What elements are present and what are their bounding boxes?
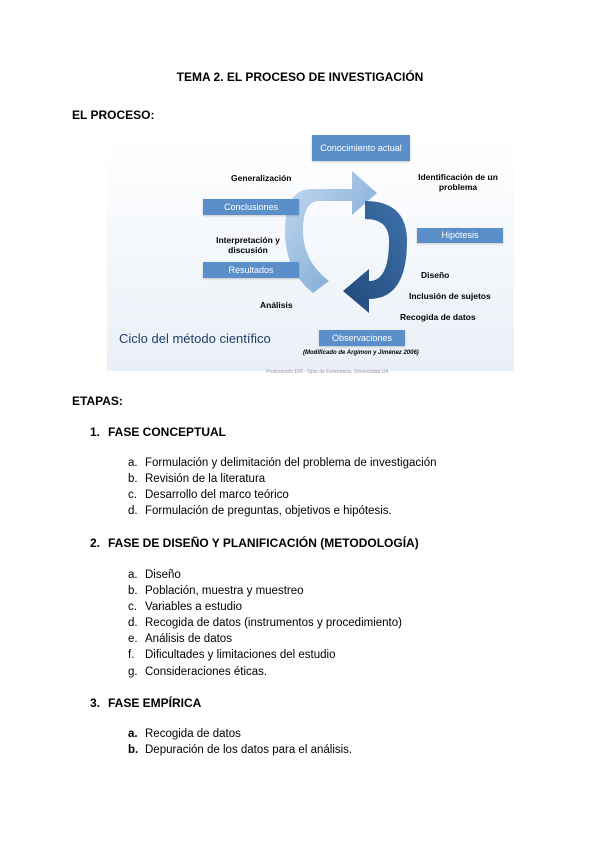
label-recogida-datos: Recogida de datos <box>400 312 476 322</box>
list-item: d. Formulación de preguntas, objetivos e hipótesis. <box>128 505 392 518</box>
list-item: a. Formulación y delimitación del problema de investigación <box>128 457 437 469</box>
phase-title: FASE EMPÍRICA <box>108 696 202 710</box>
list-item: b. Depuración de los datos para el análisis. <box>128 744 353 757</box>
phase-title: FASE DE DISEÑO Y PLANIFICACIÓN (METODOLOGÍA) <box>108 536 419 550</box>
diagram-caption: Profesorado EIR - Dpto de Enfermería, Universidad UA <box>266 369 389 375</box>
scientific-method-cycle-diagram <box>107 131 514 371</box>
list-item: b. Población, muestra y muestreo <box>128 585 304 598</box>
phase-2-list <box>128 567 402 680</box>
phase-number: 2. <box>90 536 101 550</box>
label-inclusion-sujetos: Inclusión de sujetos <box>409 291 491 301</box>
cycle-arrow-bottom <box>343 201 407 313</box>
phase-3-heading <box>90 696 201 710</box>
label-analisis: Análisis <box>260 300 293 310</box>
section-heading-process: EL PROCESO: <box>72 108 155 122</box>
label-diseno: Diseño <box>421 270 450 280</box>
cycle-title: Ciclo del método científico <box>119 331 271 346</box>
box-conclusiones: Conclusiones <box>203 199 299 215</box>
list-item: f. Dificultades y limitaciones del estudio <box>128 649 336 662</box>
list-item: g. Consideraciones éticas. <box>128 665 268 678</box>
box-hipotesis: Hipótesis <box>417 228 503 243</box>
phase-2-heading <box>90 536 419 550</box>
phase-number: 3. <box>90 696 101 710</box>
label-identificacion: Identificación de un problema <box>418 172 498 192</box>
phase-title: FASE CONCEPTUAL <box>108 425 227 439</box>
phase-number: 1. <box>90 425 101 439</box>
box-conocimiento-actual: Conocimiento actual <box>312 135 410 161</box>
list-item: c. Desarrollo del marco teórico <box>128 489 289 502</box>
label-interpretacion: Interpretación y discusión <box>216 235 280 255</box>
label-generalizacion: Generalización <box>231 173 292 183</box>
list-item: e. Análisis de datos <box>128 633 232 646</box>
list-item: d. Recogida de datos (instrumentos y procedimiento) <box>128 617 402 630</box>
list-item: b. Revisión de la literatura <box>128 473 266 486</box>
page-title: TEMA 2. EL PROCESO DE INVESTIGACIÓN <box>176 70 424 84</box>
list-item: a. Diseño <box>128 569 181 581</box>
list-item: c. Variables a estudio <box>128 601 242 614</box>
section-heading-stages: ETAPAS: <box>72 394 123 408</box>
phase-3-list <box>128 726 352 758</box>
phase-1-list <box>128 455 436 519</box>
diagram-source: (Modificado de Argimon y Jiménez 2006) <box>303 350 419 356</box>
list-item: a. Recogida de datos <box>128 728 241 740</box>
phase-1-heading <box>90 425 226 439</box>
box-observaciones: Observaciones <box>319 330 405 346</box>
box-resultados: Resultados <box>203 262 299 278</box>
